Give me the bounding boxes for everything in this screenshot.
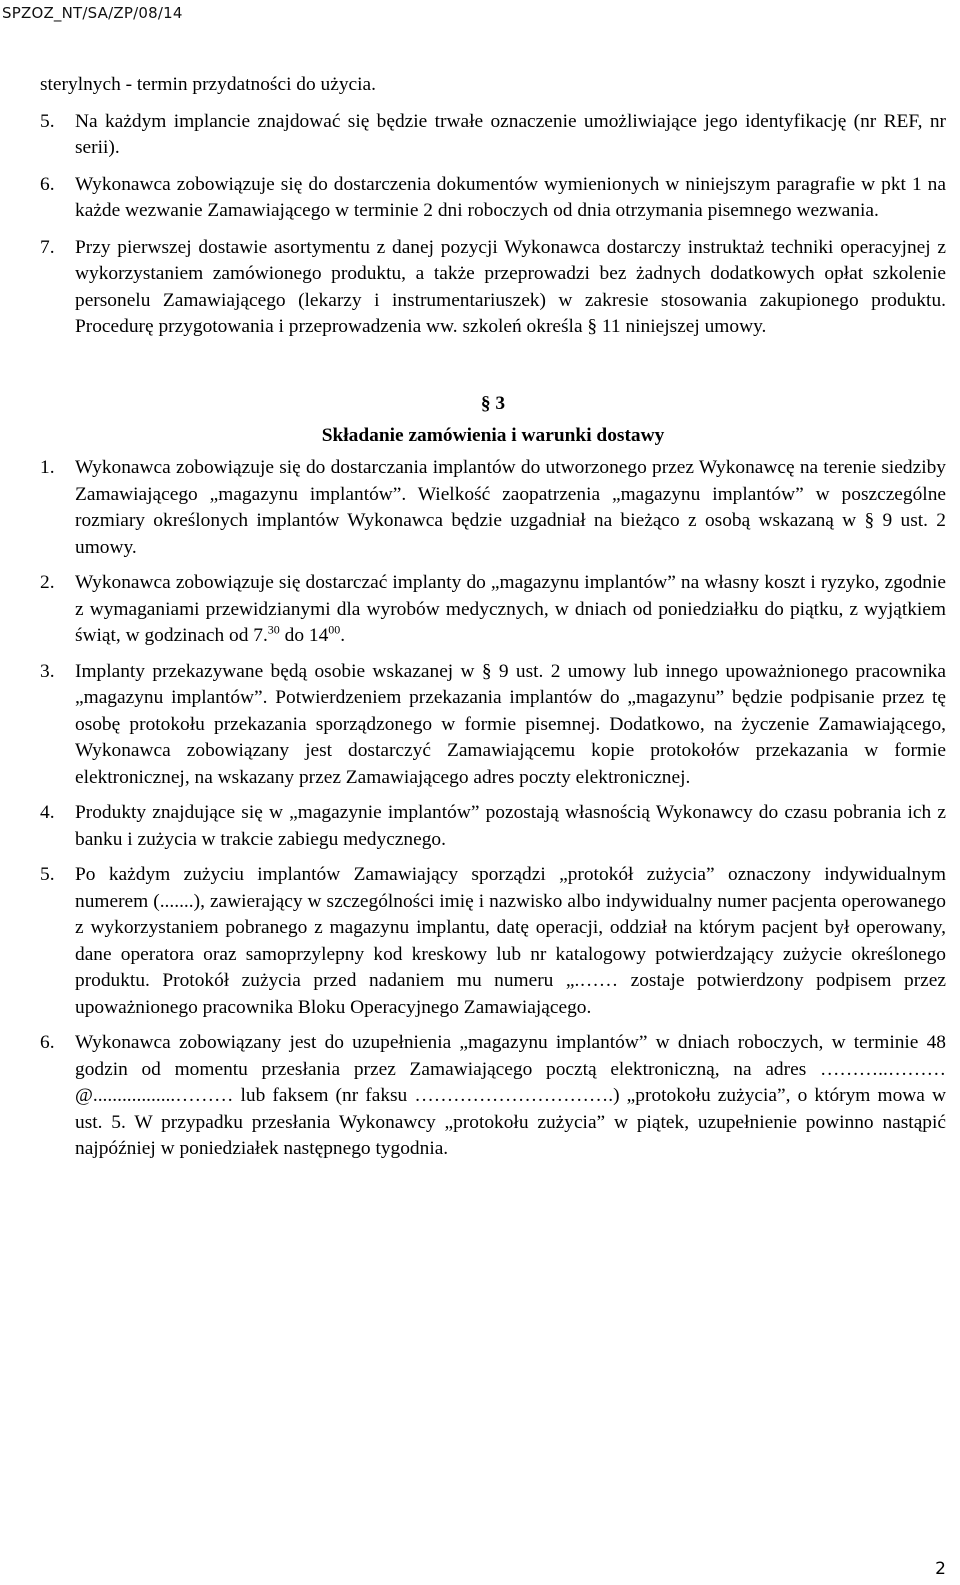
item-number: 3. [40, 660, 55, 682]
time-superscript: 30 [267, 622, 280, 637]
document-reference-number: SPZOZ_NT/SA/ZP/08/14 [2, 4, 183, 22]
list-item [40, 455, 946, 561]
list-item [40, 800, 946, 853]
list-item [40, 570, 946, 650]
item-text [75, 570, 946, 650]
item-number: 5. [40, 864, 55, 885]
time-superscript: 00 [328, 622, 341, 637]
list-item [40, 862, 946, 1021]
page-number: 2 [935, 1559, 946, 1579]
item-text: Wykonawca zobowiązuje się do dostarczania implantów do utworzonego przez Wykonawcę na terenie siedziby Zamawiającego „magazynu implantów”. Wielkość zaopatrzenia „magazynu implantów” w poszczególne rozmiary określonych implantów Wykonawca będzie uzgadniał na bieżąco z osobą wskazaną w § 9 ust. 2 umowy. [75, 457, 946, 558]
list-item [40, 1030, 946, 1163]
list-item [40, 109, 946, 162]
list-item [40, 235, 946, 341]
item-number: 6. [40, 173, 55, 195]
item-text-part: . [340, 625, 346, 646]
section-sign: § 3 [480, 392, 506, 414]
list-item [40, 172, 946, 225]
section-title: Składanie zamówienia i warunki dostawy [321, 424, 665, 446]
continuation-paragraph: sterylnych - termin przydatności do użycia. [40, 74, 376, 95]
item-number: 4. [40, 802, 55, 823]
item-text: Na każdym implancie znajdować się będzie trwałe oznaczenie umożliwiające jego identyfikację (nr REF, nr serii). [75, 110, 946, 158]
document-body [40, 72, 946, 1172]
list-item [40, 659, 946, 792]
item-text-part: do 14 [279, 625, 329, 646]
item-number: 2. [40, 572, 55, 593]
item-number: 6. [40, 1032, 55, 1053]
item-text-part: Wykonawca zobowiązuje się dostarczać implanty do „magazynu implantów” na własny koszt i ryzyko, zgodnie z wymaganiami przewidzianymi dla wyrobów medycznych, w dniach od poniedziałku do piątku, z wyjątkiem świąt, w godzinach od 7. [75, 572, 946, 646]
item-number: 5. [40, 110, 55, 132]
item-text: Wykonawca zobowiązany jest do uzupełnienia „magazynu implantów” w dniach roboczych, w terminie 48 godzin od momentu przesłania przez Zamawiającego pocztą elektroniczną, na adres ………..………@.................……… lub faksem (nr faksu ………………………….) „protokołu zużycia”, o którym mowa w ust. 5. W przypadku przesłania Wykonawcy „protokołu zużycia” w piątek, uzupełnienie powinno nastąpić najpóźniej w poniedziałek następnego tygodnia. [75, 1032, 946, 1159]
item-number: 7. [40, 236, 55, 258]
item-number: 1. [40, 457, 55, 478]
item-text: Po każdym zużyciu implantów Zamawiający sporządzi „protokół zużycia” oznaczony indywidualnym numerem (.......), zawierający w szczególności imię i nazwisko albo indywidualny numer pacjenta operowanego z wykorzystaniem pobranego z magazynu implantu, datę operacji, oddział na którym pacjent był operowany, dane operatora oraz samoprzylepny kod kreskowy lub nr katalogowy potwierdzający zużycie określonego produktu. Protokół zużycia przed nadaniem mu numeru „.…… zostaje potwierdzony podpisem przez upoważnionego pracownika Bloku Operacyjnego Zamawiającego. [75, 864, 946, 1018]
item-text: Przy pierwszej dostawie asortymentu z danej pozycji Wykonawca dostarczy instruktaż techniki operacyjnej z wykorzystaniem zamówionego produktu, a także przeprowadzi bez żadnych dodatkowych opłat szkolenie personelu Zamawiającego (lekarzy i instrumentariuszek) w zakresie stosowania zakupionego produktu. Procedurę przygotowania i przeprowadzenia ww. szkoleń określa § 11 niniejszej umowy. [75, 236, 946, 337]
item-text: Implanty przekazywane będą osobie wskazanej w § 9 ust. 2 umowy lub innego upoważnionego pracownika „magazynu implantów”. Potwierdzeniem przekazania implantów do „magazynu” będzie podpisanie przez tę osobę protokołu przekazania sporządzonego w formie pisemnej. Dodatkowo, na życzenie Zamawiającego, Wykonawca zobowiązany jest dostarczyć Zamawiającemu kopie protokołów przekazania w formie elektronicznej, na wskazany przez Zamawiającego adres poczty elektronicznej. [75, 660, 946, 788]
item-text: Produkty znajdujące się w „magazynie implantów” pozostają własnością Wykonawcy do czasu pobrania ich z banku i zużycia w trakcie zabiegu medycznego. [75, 802, 946, 850]
item-text: Wykonawca zobowiązuje się do dostarczenia dokumentów wymienionych w niniejszym paragrafie w pkt 1 na każde wezwanie Zamawiającego w terminie 2 dni roboczych od dnia otrzymania pisemnego wezwania. [75, 173, 946, 221]
